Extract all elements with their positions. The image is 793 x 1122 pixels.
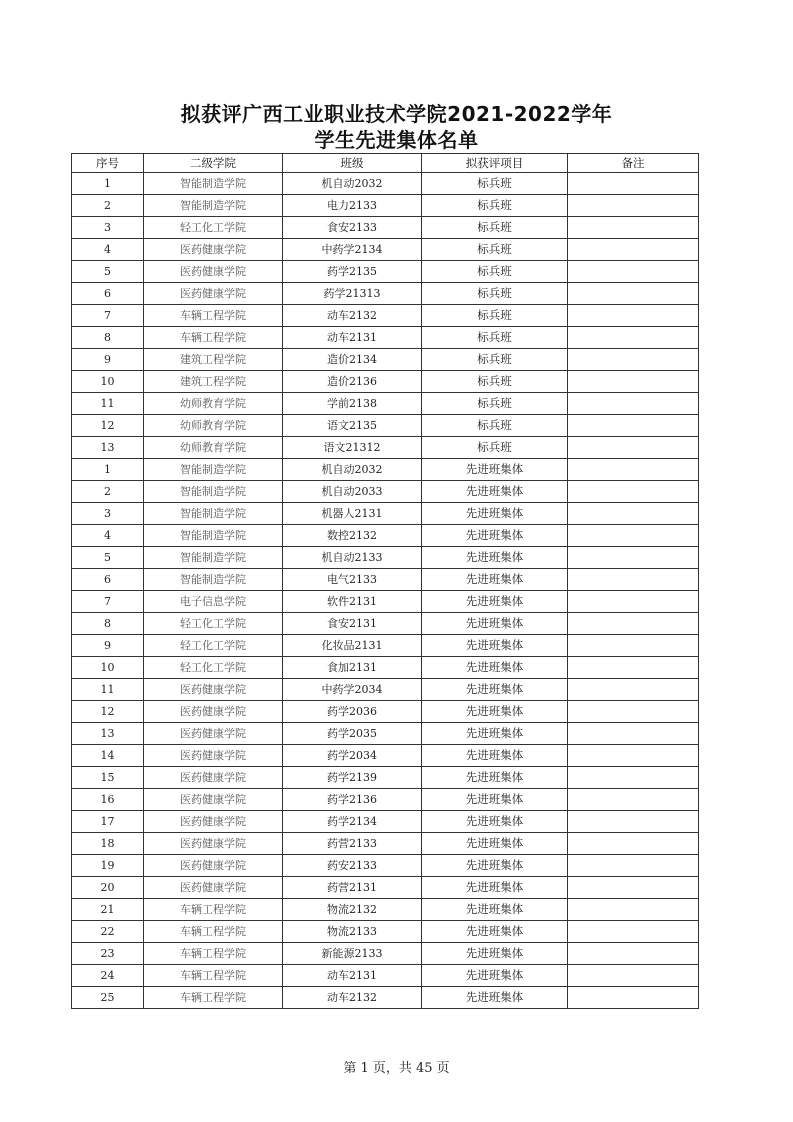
cell-remark xyxy=(568,635,699,657)
cell-project: 先进班集体 xyxy=(422,965,568,987)
cell-college: 医药健康学院 xyxy=(144,833,283,855)
table-row xyxy=(72,899,699,921)
cell-college: 医药健康学院 xyxy=(144,855,283,877)
cell-project: 标兵班 xyxy=(422,239,568,261)
cell-remark xyxy=(568,525,699,547)
cell-class: 机自动2133 xyxy=(283,547,422,569)
cell-remark xyxy=(568,239,699,261)
table-row xyxy=(72,503,699,525)
cell-no: 25 xyxy=(72,987,144,1009)
honor-list-table xyxy=(71,153,699,1009)
cell-no: 8 xyxy=(72,327,144,349)
cell-college: 智能制造学院 xyxy=(144,195,283,217)
cell-project: 先进班集体 xyxy=(422,943,568,965)
cell-project: 先进班集体 xyxy=(422,459,568,481)
cell-class: 机器人2131 xyxy=(283,503,422,525)
table-row xyxy=(72,217,699,239)
cell-class: 造价2136 xyxy=(283,371,422,393)
cell-remark xyxy=(568,811,699,833)
cell-remark xyxy=(568,547,699,569)
cell-remark xyxy=(568,349,699,371)
cell-college: 车辆工程学院 xyxy=(144,921,283,943)
cell-remark xyxy=(568,503,699,525)
table-row xyxy=(72,481,699,503)
table-row xyxy=(72,965,699,987)
cell-project: 先进班集体 xyxy=(422,833,568,855)
cell-project: 标兵班 xyxy=(422,371,568,393)
cell-remark xyxy=(568,393,699,415)
table-row xyxy=(72,877,699,899)
table-body xyxy=(72,173,699,1009)
table-row xyxy=(72,173,699,195)
cell-project: 先进班集体 xyxy=(422,547,568,569)
cell-college: 智能制造学院 xyxy=(144,569,283,591)
cell-college: 轻工化工学院 xyxy=(144,635,283,657)
cell-college: 建筑工程学院 xyxy=(144,349,283,371)
cell-no: 15 xyxy=(72,767,144,789)
table-row xyxy=(72,591,699,613)
cell-no: 12 xyxy=(72,701,144,723)
cell-project: 先进班集体 xyxy=(422,591,568,613)
cell-class: 软件2131 xyxy=(283,591,422,613)
table-row xyxy=(72,283,699,305)
cell-project: 先进班集体 xyxy=(422,525,568,547)
cell-remark xyxy=(568,877,699,899)
cell-project: 标兵班 xyxy=(422,305,568,327)
cell-no: 1 xyxy=(72,173,144,195)
cell-project: 标兵班 xyxy=(422,327,568,349)
cell-remark xyxy=(568,591,699,613)
cell-class: 药学2134 xyxy=(283,811,422,833)
cell-class: 药学2034 xyxy=(283,745,422,767)
cell-no: 6 xyxy=(72,569,144,591)
cell-class: 动车2131 xyxy=(283,965,422,987)
cell-project: 先进班集体 xyxy=(422,789,568,811)
cell-college: 医药健康学院 xyxy=(144,701,283,723)
cell-class: 机自动2032 xyxy=(283,173,422,195)
cell-class: 食安2133 xyxy=(283,217,422,239)
cell-remark xyxy=(568,855,699,877)
cell-remark xyxy=(568,745,699,767)
table-row xyxy=(72,921,699,943)
cell-remark xyxy=(568,173,699,195)
table-row xyxy=(72,327,699,349)
cell-class: 语文2135 xyxy=(283,415,422,437)
cell-class: 中药学2034 xyxy=(283,679,422,701)
cell-no: 18 xyxy=(72,833,144,855)
cell-college: 幼师教育学院 xyxy=(144,415,283,437)
cell-no: 3 xyxy=(72,217,144,239)
cell-no: 4 xyxy=(72,525,144,547)
table-row xyxy=(72,833,699,855)
cell-college: 车辆工程学院 xyxy=(144,305,283,327)
cell-class: 药学21313 xyxy=(283,283,422,305)
cell-project: 先进班集体 xyxy=(422,811,568,833)
cell-project: 先进班集体 xyxy=(422,723,568,745)
cell-no: 11 xyxy=(72,393,144,415)
page-footer: 第 1 页，共 45 页 xyxy=(343,1061,450,1076)
table-row xyxy=(72,745,699,767)
cell-remark xyxy=(568,701,699,723)
cell-no: 2 xyxy=(72,481,144,503)
cell-project: 先进班集体 xyxy=(422,701,568,723)
cell-class: 药营2133 xyxy=(283,833,422,855)
cell-remark xyxy=(568,459,699,481)
cell-college: 建筑工程学院 xyxy=(144,371,283,393)
cell-project: 标兵班 xyxy=(422,283,568,305)
cell-college: 幼师教育学院 xyxy=(144,393,283,415)
cell-no: 16 xyxy=(72,789,144,811)
cell-college: 智能制造学院 xyxy=(144,459,283,481)
table-row xyxy=(72,767,699,789)
cell-class: 语文21312 xyxy=(283,437,422,459)
cell-class: 药营2131 xyxy=(283,877,422,899)
cell-class: 学前2138 xyxy=(283,393,422,415)
cell-college: 车辆工程学院 xyxy=(144,965,283,987)
cell-remark xyxy=(568,569,699,591)
table-row xyxy=(72,437,699,459)
cell-class: 药学2035 xyxy=(283,723,422,745)
cell-class: 动车2132 xyxy=(283,305,422,327)
header-no: 序号 xyxy=(72,154,144,173)
cell-no: 10 xyxy=(72,657,144,679)
cell-project: 先进班集体 xyxy=(422,767,568,789)
document-title-line2: 学生先进集体名单 xyxy=(314,128,479,152)
cell-no: 5 xyxy=(72,547,144,569)
document-title-line1: 拟获评广西工业职业技术学院2021-2022学年 xyxy=(180,102,613,126)
cell-remark xyxy=(568,723,699,745)
cell-remark xyxy=(568,195,699,217)
cell-no: 14 xyxy=(72,745,144,767)
header-college: 二级学院 xyxy=(144,154,283,173)
table-row xyxy=(72,679,699,701)
cell-remark xyxy=(568,965,699,987)
cell-remark xyxy=(568,261,699,283)
cell-class: 电气2133 xyxy=(283,569,422,591)
cell-class: 化妆品2131 xyxy=(283,635,422,657)
table-row xyxy=(72,195,699,217)
cell-class: 机自动2033 xyxy=(283,481,422,503)
cell-remark xyxy=(568,613,699,635)
table-row xyxy=(72,261,699,283)
cell-project: 标兵班 xyxy=(422,217,568,239)
cell-project: 标兵班 xyxy=(422,437,568,459)
cell-class: 新能源2133 xyxy=(283,943,422,965)
cell-project: 标兵班 xyxy=(422,349,568,371)
cell-college: 车辆工程学院 xyxy=(144,987,283,1009)
cell-remark xyxy=(568,327,699,349)
cell-no: 12 xyxy=(72,415,144,437)
table-row xyxy=(72,613,699,635)
cell-class: 机自动2032 xyxy=(283,459,422,481)
cell-remark xyxy=(568,943,699,965)
cell-remark xyxy=(568,767,699,789)
cell-project: 标兵班 xyxy=(422,393,568,415)
cell-class: 造价2134 xyxy=(283,349,422,371)
cell-no: 10 xyxy=(72,371,144,393)
table-row xyxy=(72,393,699,415)
cell-college: 智能制造学院 xyxy=(144,547,283,569)
cell-project: 先进班集体 xyxy=(422,899,568,921)
cell-no: 17 xyxy=(72,811,144,833)
header-remark: 备注 xyxy=(568,154,699,173)
cell-project: 先进班集体 xyxy=(422,657,568,679)
cell-college: 智能制造学院 xyxy=(144,525,283,547)
header-project: 拟获评项目 xyxy=(422,154,568,173)
cell-no: 22 xyxy=(72,921,144,943)
table-row xyxy=(72,789,699,811)
cell-college: 医药健康学院 xyxy=(144,283,283,305)
cell-remark xyxy=(568,305,699,327)
cell-no: 7 xyxy=(72,591,144,613)
cell-class: 药学2136 xyxy=(283,789,422,811)
cell-remark xyxy=(568,283,699,305)
cell-college: 车辆工程学院 xyxy=(144,899,283,921)
cell-remark xyxy=(568,789,699,811)
cell-college: 幼师教育学院 xyxy=(144,437,283,459)
cell-no: 23 xyxy=(72,943,144,965)
cell-project: 标兵班 xyxy=(422,415,568,437)
cell-no: 8 xyxy=(72,613,144,635)
cell-remark xyxy=(568,899,699,921)
cell-class: 药学2036 xyxy=(283,701,422,723)
cell-remark xyxy=(568,987,699,1009)
cell-college: 智能制造学院 xyxy=(144,503,283,525)
cell-no: 1 xyxy=(72,459,144,481)
cell-class: 药安2133 xyxy=(283,855,422,877)
cell-class: 中药学2134 xyxy=(283,239,422,261)
cell-college: 医药健康学院 xyxy=(144,811,283,833)
cell-project: 先进班集体 xyxy=(422,987,568,1009)
cell-no: 13 xyxy=(72,723,144,745)
cell-no: 5 xyxy=(72,261,144,283)
cell-remark xyxy=(568,217,699,239)
table-row xyxy=(72,239,699,261)
cell-no: 13 xyxy=(72,437,144,459)
cell-remark xyxy=(568,481,699,503)
cell-class: 食加2131 xyxy=(283,657,422,679)
cell-remark xyxy=(568,657,699,679)
cell-remark xyxy=(568,679,699,701)
cell-college: 智能制造学院 xyxy=(144,173,283,195)
table-row xyxy=(72,811,699,833)
cell-college: 医药健康学院 xyxy=(144,239,283,261)
cell-college: 医药健康学院 xyxy=(144,767,283,789)
cell-project: 先进班集体 xyxy=(422,481,568,503)
cell-college: 医药健康学院 xyxy=(144,723,283,745)
table-row xyxy=(72,855,699,877)
table-row xyxy=(72,525,699,547)
table-row xyxy=(72,723,699,745)
table-row xyxy=(72,987,699,1009)
header-class: 班级 xyxy=(283,154,422,173)
cell-project: 标兵班 xyxy=(422,195,568,217)
table-row xyxy=(72,415,699,437)
cell-class: 物流2133 xyxy=(283,921,422,943)
table-row xyxy=(72,305,699,327)
cell-college: 电子信息学院 xyxy=(144,591,283,613)
cell-college: 轻工化工学院 xyxy=(144,657,283,679)
cell-remark xyxy=(568,371,699,393)
cell-no: 20 xyxy=(72,877,144,899)
cell-no: 9 xyxy=(72,635,144,657)
cell-college: 医药健康学院 xyxy=(144,261,283,283)
table-row xyxy=(72,371,699,393)
cell-project: 先进班集体 xyxy=(422,503,568,525)
cell-no: 6 xyxy=(72,283,144,305)
cell-no: 9 xyxy=(72,349,144,371)
cell-no: 11 xyxy=(72,679,144,701)
cell-project: 先进班集体 xyxy=(422,569,568,591)
cell-project: 标兵班 xyxy=(422,261,568,283)
cell-no: 21 xyxy=(72,899,144,921)
table-header-row xyxy=(72,154,699,173)
cell-class: 药学2139 xyxy=(283,767,422,789)
table-row xyxy=(72,569,699,591)
cell-college: 医药健康学院 xyxy=(144,679,283,701)
cell-class: 数控2132 xyxy=(283,525,422,547)
cell-project: 先进班集体 xyxy=(422,877,568,899)
cell-no: 2 xyxy=(72,195,144,217)
cell-college: 车辆工程学院 xyxy=(144,943,283,965)
table-row xyxy=(72,635,699,657)
cell-college: 智能制造学院 xyxy=(144,481,283,503)
cell-no: 19 xyxy=(72,855,144,877)
cell-college: 医药健康学院 xyxy=(144,789,283,811)
cell-no: 3 xyxy=(72,503,144,525)
cell-class: 食安2131 xyxy=(283,613,422,635)
cell-college: 医药健康学院 xyxy=(144,745,283,767)
table-row xyxy=(72,459,699,481)
cell-remark xyxy=(568,437,699,459)
cell-college: 轻工化工学院 xyxy=(144,613,283,635)
cell-class: 药学2135 xyxy=(283,261,422,283)
cell-class: 动车2132 xyxy=(283,987,422,1009)
cell-project: 标兵班 xyxy=(422,173,568,195)
cell-remark xyxy=(568,833,699,855)
table-row xyxy=(72,701,699,723)
cell-project: 先进班集体 xyxy=(422,855,568,877)
table-row xyxy=(72,547,699,569)
cell-no: 24 xyxy=(72,965,144,987)
cell-college: 车辆工程学院 xyxy=(144,327,283,349)
table-row xyxy=(72,657,699,679)
cell-college: 轻工化工学院 xyxy=(144,217,283,239)
cell-class: 电力2133 xyxy=(283,195,422,217)
table-row xyxy=(72,349,699,371)
cell-project: 先进班集体 xyxy=(422,613,568,635)
cell-project: 先进班集体 xyxy=(422,745,568,767)
cell-class: 物流2132 xyxy=(283,899,422,921)
cell-project: 先进班集体 xyxy=(422,679,568,701)
cell-project: 先进班集体 xyxy=(422,635,568,657)
cell-class: 动车2131 xyxy=(283,327,422,349)
cell-college: 医药健康学院 xyxy=(144,877,283,899)
cell-no: 4 xyxy=(72,239,144,261)
cell-remark xyxy=(568,921,699,943)
cell-remark xyxy=(568,415,699,437)
table-row xyxy=(72,943,699,965)
cell-no: 7 xyxy=(72,305,144,327)
cell-project: 先进班集体 xyxy=(422,921,568,943)
